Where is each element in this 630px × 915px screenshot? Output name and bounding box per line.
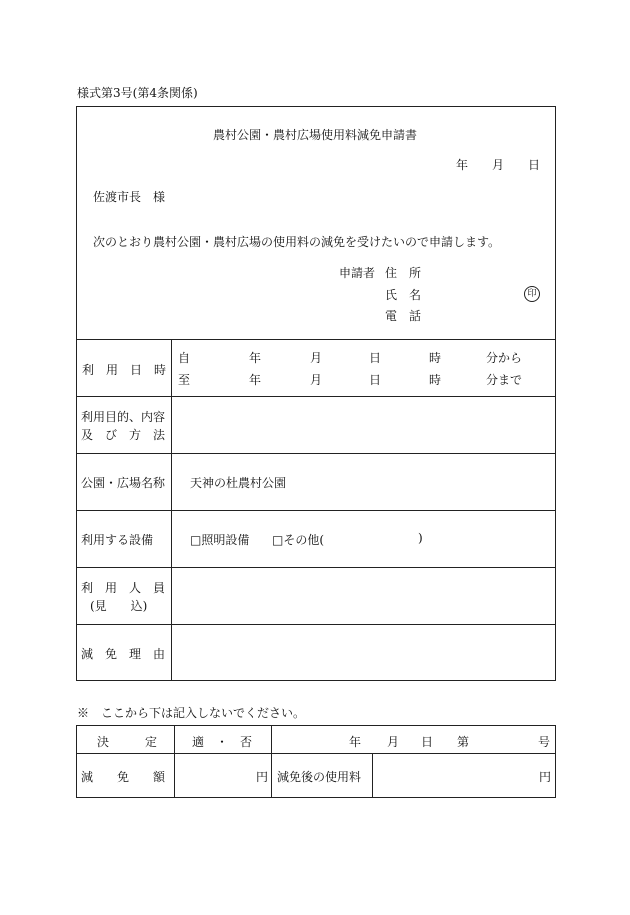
from-month: 月: [310, 351, 323, 365]
main-border-top: [76, 106, 556, 107]
form-title: 農村公園・農村広場使用料減免申請書: [212, 128, 417, 142]
from-day: 日: [369, 351, 382, 365]
form-number: 様式第3号(第4条関係): [77, 86, 198, 100]
approval-label: 適 ・ 否: [192, 735, 253, 749]
applicant-label: 申請者: [339, 266, 376, 280]
applicant-phone-label: 電 話: [385, 309, 422, 323]
park-name-value: 天神の杜農村公園: [190, 476, 287, 490]
park-name-label: 公園・広場名称: [81, 476, 166, 490]
office-note: ※ ここから下は記入しないでください。: [77, 706, 306, 720]
from-hour: 時: [429, 351, 442, 365]
reduction-yen: 円: [256, 770, 269, 784]
office-table-bottom: [76, 797, 556, 798]
row-divider: [76, 510, 556, 511]
office-col-divider: [174, 725, 175, 798]
seal-icon: 印: [524, 286, 540, 302]
row-divider: [76, 567, 556, 568]
row-divider: [76, 624, 556, 625]
users-label-line1: 利 用 人 員: [81, 581, 166, 595]
date-month: 月: [492, 158, 505, 172]
date-year: 年: [456, 158, 469, 172]
users-label-line2: (見 込): [90, 599, 148, 613]
after-fee-label: 減免後の使用料: [277, 770, 362, 784]
decision-month: 月: [387, 735, 400, 749]
row-divider: [76, 453, 556, 454]
office-table-right: [555, 725, 556, 798]
addressee: 佐渡市長 様: [93, 190, 166, 204]
equipment-lighting-checkbox: □照明設備: [190, 533, 250, 547]
from-year: 年: [249, 351, 262, 365]
to-day: 日: [369, 373, 382, 387]
to-minute: 分まで: [486, 373, 523, 387]
decision-day: 日: [421, 735, 434, 749]
main-border-bottom: [76, 680, 556, 681]
from-prefix: 自: [178, 351, 191, 365]
to-month: 月: [310, 373, 323, 387]
row-divider: [76, 396, 556, 397]
statement: 次のとおり農村公園・農村広場の使用料の減免を受けたいので申請します。: [93, 235, 501, 249]
to-prefix: 至: [178, 373, 191, 387]
applicant-name-label: 氏 名: [385, 288, 422, 302]
row-divider: [76, 339, 556, 340]
main-border-left: [76, 106, 77, 681]
office-table-top: [76, 725, 556, 726]
purpose-label-line1: 利用目的、内容: [81, 410, 166, 424]
to-hour: 時: [429, 373, 442, 387]
equipment-other-checkbox: □その他(: [272, 533, 325, 547]
office-col-divider: [271, 725, 272, 798]
decision-dai: 第: [457, 735, 470, 749]
office-table-divider: [76, 753, 556, 754]
office-col-divider: [372, 753, 373, 798]
decision-year: 年: [349, 735, 362, 749]
office-table-left: [76, 725, 77, 798]
after-fee-yen: 円: [539, 770, 552, 784]
decision-go: 号: [538, 735, 551, 749]
equipment-other-close: ): [418, 531, 423, 545]
usage-datetime-label: 利 用 日 時: [81, 363, 166, 377]
purpose-label-line2: 及 び 方 法: [81, 428, 166, 442]
reason-label: 減 免 理 由: [81, 647, 166, 661]
label-column-divider: [171, 339, 172, 681]
from-minute: 分から: [486, 351, 523, 365]
to-year: 年: [249, 373, 262, 387]
equipment-label: 利用する設備: [81, 533, 154, 547]
date-day: 日: [528, 158, 541, 172]
applicant-address-label: 住 所: [385, 266, 422, 280]
main-border-right: [555, 106, 556, 681]
decision-label: 決 定: [97, 735, 158, 749]
reduction-amount-label: 減 免 額: [81, 770, 166, 784]
